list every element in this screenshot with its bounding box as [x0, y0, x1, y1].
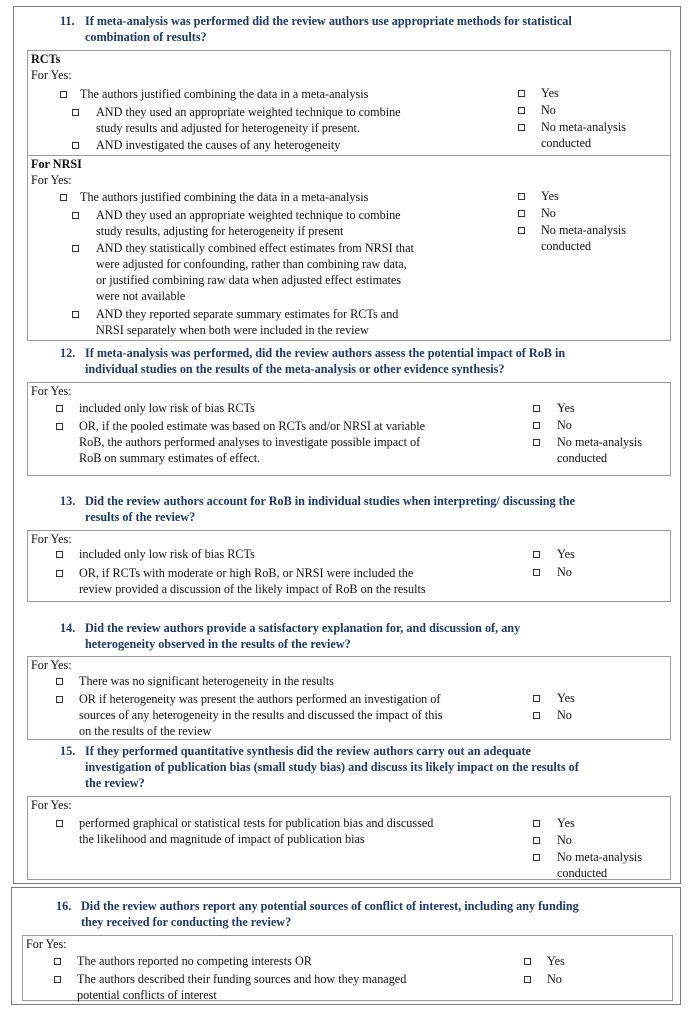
q13-heading — [60, 494, 660, 526]
q11-nrsi-c4-line1: AND they reported separate summary estimates for RCTs and — [96, 307, 399, 321]
q12-c2-checkbox[interactable] — [56, 423, 63, 430]
q15-nma-label-line1: No meta-analysis — [557, 850, 642, 864]
q11-nrsi-c2-checkbox[interactable] — [72, 212, 79, 219]
q11-rcts-nma-checkbox[interactable] — [518, 124, 525, 131]
q16-title-line1: Did the review authors report any potential sources of conflict of interest, including any funding — [81, 899, 579, 913]
q16-title-line2: they received for conducting the review? — [81, 915, 292, 929]
q11-title-line1: If meta-analysis was performed did the review authors use appropriate methods for statistical — [85, 14, 572, 28]
q15-yes-checkbox[interactable] — [533, 820, 540, 827]
q12-yes-checkbox[interactable] — [533, 405, 540, 412]
q14-no-label: No — [557, 708, 572, 722]
q12-no-label: No — [557, 418, 572, 432]
q11-nrsi-c3-line3: or justified combining raw data when adjusted effect estimates — [96, 273, 402, 287]
q11-rcts-nma-label-line1: No meta-analysis — [541, 120, 626, 134]
q11-number: 11. — [60, 14, 75, 28]
q12-yes-label: Yes — [557, 401, 575, 415]
q11-nrsi-heading: For NRSI — [31, 157, 82, 171]
q11-nrsi-nma-checkbox[interactable] — [518, 227, 525, 234]
q11-nrsi-c4-line2: NRSI separately when both were included in the review — [96, 323, 369, 337]
q13-c2-checkbox[interactable] — [56, 570, 63, 577]
q12-nma-label-line2: conducted — [557, 451, 608, 465]
q16-no-checkbox[interactable] — [524, 976, 531, 983]
q11-rcts-c1: The authors justified combining the data in a meta-analysis — [80, 87, 369, 101]
q14-no-checkbox[interactable] — [533, 712, 540, 719]
q12-title-line2: individual studies on the results of the meta-analysis or other evidence synthesis? — [85, 362, 505, 376]
q11-nrsi-c4-checkbox[interactable] — [72, 311, 79, 318]
q11-nrsi-for-yes: For Yes: — [31, 173, 72, 187]
q13-no-label: No — [557, 565, 572, 579]
q14-for-yes: For Yes: — [31, 658, 72, 672]
q14-yes-label: Yes — [557, 691, 575, 705]
q13-yes-label: Yes — [557, 547, 575, 561]
q11-nrsi-c3-line2: were adjusted for confounding, rather than combining raw data, — [96, 257, 407, 271]
q15-title-line1: If they performed quantitative synthesis did the review authors carry out an adequate — [85, 744, 531, 758]
q11-nrsi-c3-line4: were not available — [96, 289, 186, 303]
q14-yes-checkbox[interactable] — [533, 695, 540, 702]
q15-c1-line2: the likelihood and magnitude of impact of publication bias — [79, 832, 365, 846]
q11-rcts-yes-label: Yes — [541, 86, 559, 100]
q14-heading — [60, 621, 660, 653]
q11-nrsi-c2-line1: AND they used an appropriate weighted technique to combine — [96, 208, 401, 222]
q15-number: 15. — [60, 744, 76, 758]
q15-heading — [60, 744, 660, 792]
q13-c2-line2: review provided a discussion of the likely impact of RoB on the results — [79, 582, 426, 596]
q11-title-line2: combination of results? — [85, 30, 207, 44]
q13-title-line2: results of the review? — [85, 510, 196, 524]
q12-number: 12. — [60, 346, 76, 360]
q11-rcts-nma-label-line2: conducted — [541, 136, 592, 150]
q16-no-label: No — [547, 972, 562, 986]
q12-title-line1: If meta-analysis was performed, did the review authors assess the potential impact of RoB in — [85, 346, 566, 360]
q16-yes-checkbox[interactable] — [524, 958, 531, 965]
q14-c1: There was no significant heterogeneity in the results — [79, 674, 334, 688]
q13-c1: included only low risk of bias RCTs — [79, 547, 255, 561]
q12-c2-line1: OR, if the pooled estimate was based on RCTs and/or NRSI at variable — [79, 419, 426, 433]
q16-for-yes: For Yes: — [26, 937, 67, 951]
q11-nrsi-no-checkbox[interactable] — [518, 210, 525, 217]
q15-title-line2: investigation of publication bias (small study bias) and discuss its likely impact on the results of — [85, 760, 579, 774]
q12-heading — [60, 346, 660, 378]
q14-c2-line1: OR if heterogeneity was present the authors performed an investigation of — [79, 692, 441, 706]
q13-for-yes: For Yes: — [31, 532, 72, 546]
q16-c2-line1: The authors described their funding sources and how they managed — [77, 972, 407, 986]
q11-nrsi-no-label: No — [541, 206, 556, 220]
q14-title-line2: heterogeneity observed in the results of the review? — [85, 637, 351, 651]
q11-rcts-c2-line1: AND they used an appropriate weighted technique to combine — [96, 105, 401, 119]
q15-for-yes: For Yes: — [31, 798, 72, 812]
q11-rcts-yes-checkbox[interactable] — [518, 90, 525, 97]
q14-c1-checkbox[interactable] — [56, 678, 63, 685]
q11-rcts-c3-checkbox[interactable] — [72, 142, 79, 149]
q12-for-yes: For Yes: — [31, 384, 72, 398]
q11-rcts-c2-checkbox[interactable] — [72, 109, 79, 116]
q15-c1-line1: performed graphical or statistical tests for publication bias and discussed — [79, 816, 434, 830]
q11-nrsi-c1: The authors justified combining the data in a meta-analysis — [80, 190, 369, 204]
q11-nrsi-c2-line2: study results, adjusting for heterogeneity if present — [96, 224, 344, 238]
q12-nma-checkbox[interactable] — [533, 439, 540, 446]
q13-c1-checkbox[interactable] — [56, 551, 63, 558]
q15-no-label: No — [557, 833, 572, 847]
q15-c1-checkbox[interactable] — [56, 820, 63, 827]
q11-rcts-heading: RCTs — [31, 52, 61, 66]
q11-rcts-c3: AND investigated the causes of any heterogeneity — [96, 138, 341, 152]
q11-rcts-c2-line2: study results and adjusted for heterogeneity if present. — [96, 121, 360, 135]
q11-nrsi-c1-checkbox[interactable] — [60, 194, 67, 201]
q16-c2-checkbox[interactable] — [54, 976, 61, 983]
q14-number: 14. — [60, 621, 76, 635]
q16-c1: The authors reported no competing interests OR — [77, 954, 312, 968]
q11-nrsi-c3-line1: AND they statistically combined effect estimates from NRSI that — [96, 241, 414, 255]
q16-c2-line2: potential conflicts of interest — [77, 988, 217, 1002]
q12-c1: included only low risk of bias RCTs — [79, 401, 255, 415]
q14-c2-line2: sources of any heterogeneity in the results and discussed the impact of this — [79, 708, 443, 722]
q11-nrsi-nma-label-line1: No meta-analysis — [541, 223, 626, 237]
q11-rcts-no-label: No — [541, 103, 556, 117]
q11-rcts-c1-checkbox[interactable] — [60, 91, 67, 98]
q16-heading — [56, 899, 671, 931]
q13-yes-checkbox[interactable] — [533, 551, 540, 558]
q13-c2-line1: OR, if RCTs with moderate or high RoB, or NRSI were included the — [79, 566, 414, 580]
q11-heading — [60, 14, 660, 46]
q12-nma-label-line1: No meta-analysis — [557, 435, 642, 449]
q11-nrsi-c3-checkbox[interactable] — [72, 245, 79, 252]
q11-rcts-for-yes: For Yes: — [31, 68, 72, 82]
q15-title-line3: the review? — [85, 776, 145, 790]
q11-nrsi-yes-label: Yes — [541, 189, 559, 203]
q15-no-checkbox[interactable] — [533, 837, 540, 844]
q11-nrsi-yes-checkbox[interactable] — [518, 193, 525, 200]
q13-title-line1: Did the review authors account for RoB in individual studies when interpreting/ discussing the — [85, 494, 575, 508]
q14-c2-checkbox[interactable] — [56, 696, 63, 703]
q16-yes-label: Yes — [547, 954, 565, 968]
q16-number: 16. — [56, 899, 72, 913]
q16-c1-checkbox[interactable] — [54, 958, 61, 965]
q15-nma-checkbox[interactable] — [533, 854, 540, 861]
q14-c2-line3: on the results of the review — [79, 724, 212, 738]
q11-rcts-no-checkbox[interactable] — [518, 107, 525, 114]
q12-c2-line2: RoB, the authors performed analyses to investigate possible impact of — [79, 435, 421, 449]
q13-no-checkbox[interactable] — [533, 569, 540, 576]
q12-no-checkbox[interactable] — [533, 422, 540, 429]
q14-title-line1: Did the review authors provide a satisfactory explanation for, and discussion of, any — [85, 621, 521, 635]
q15-nma-label-line2: conducted — [557, 866, 608, 880]
q13-number: 13. — [60, 494, 76, 508]
q15-yes-label: Yes — [557, 816, 575, 830]
q11-nrsi-nma-label-line2: conducted — [541, 239, 592, 253]
q12-c2-line3: RoB on summary estimates of effect. — [79, 451, 261, 465]
q12-c1-checkbox[interactable] — [56, 405, 63, 412]
